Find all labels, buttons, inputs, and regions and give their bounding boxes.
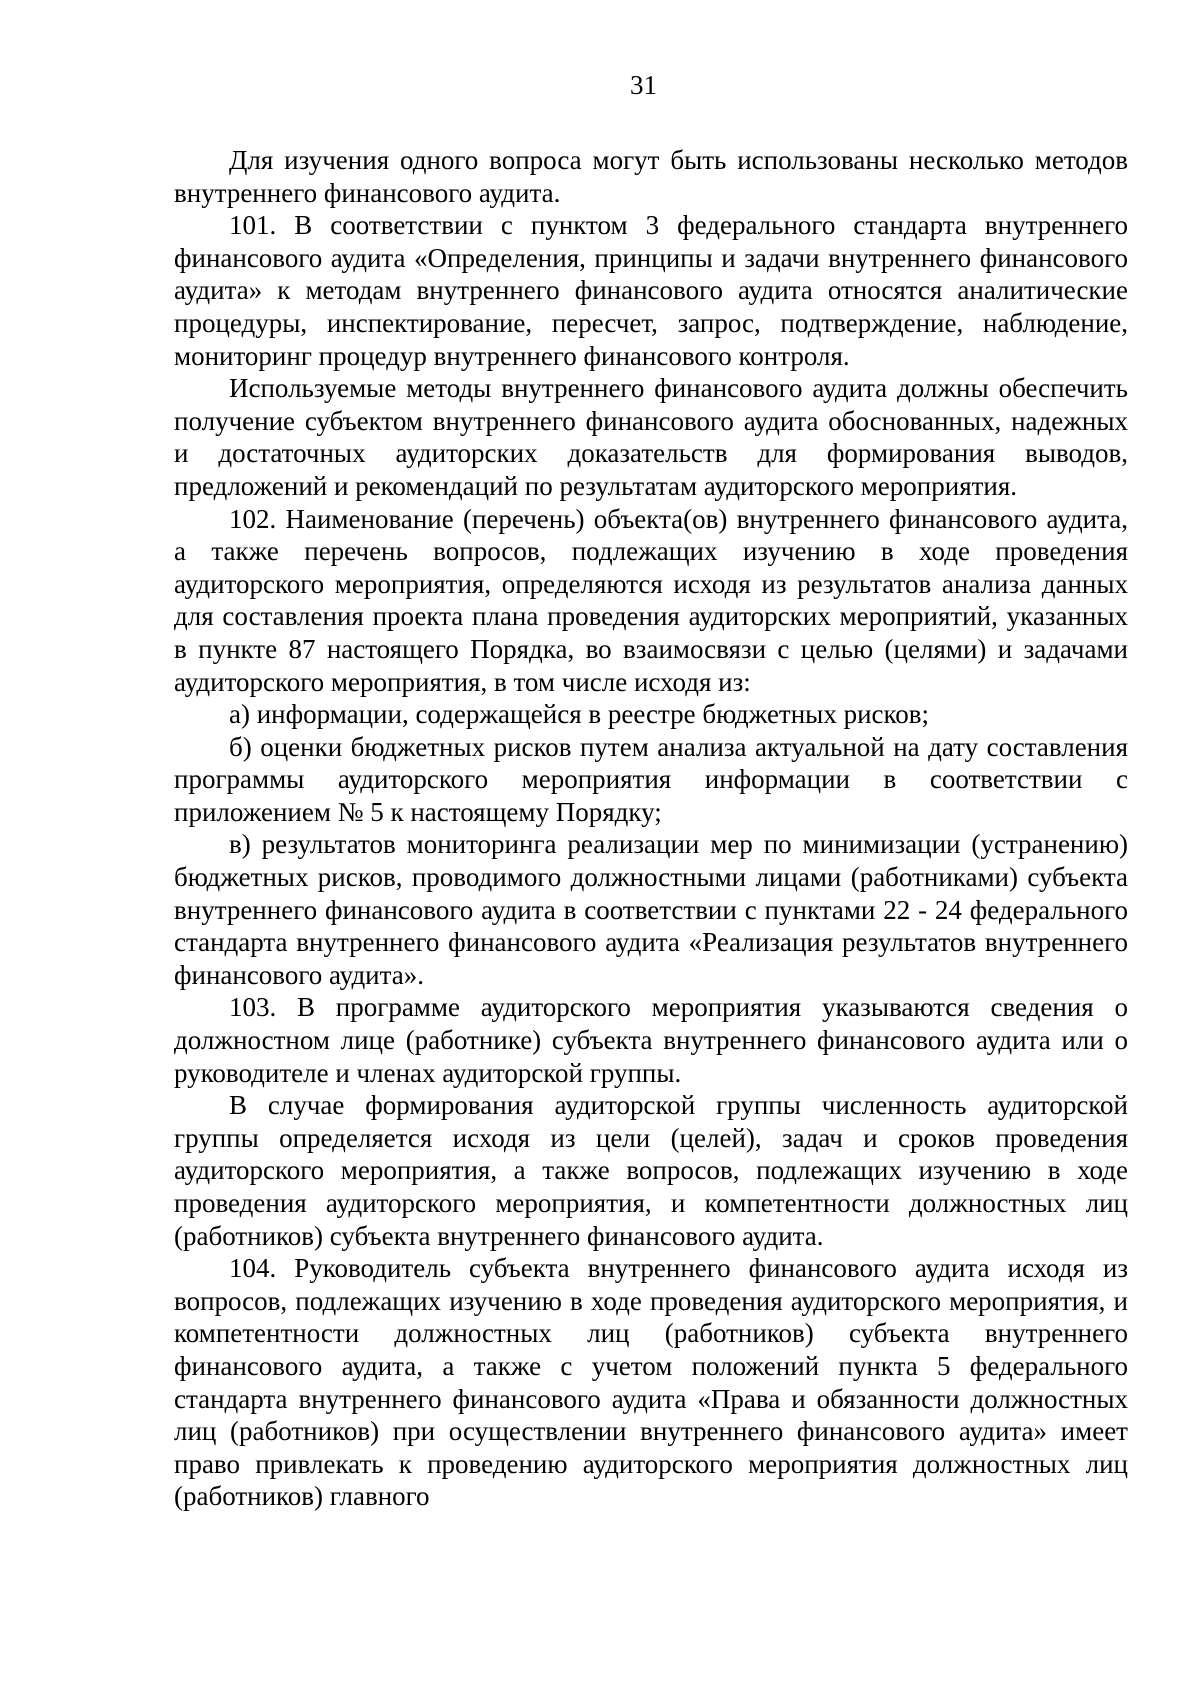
paragraph-104: 104. Руководитель субъекта внутреннего финансового аудита исходя из вопросов, подлежащих изучению в ходе проведения аудиторского мероприятия, и компетентности должностных лиц (работников) субъекта внутреннего финансового аудита, а также с учетом положений пункта 5 федерального стандарта внутреннего финансового аудита «Права и обязанности должностных лиц (работников) при осуществлении внутреннего финансового аудита» имеет право привлекать к проведению аудиторского мероприятия должностных лиц (работников) главного: [174, 1253, 1128, 1512]
page-number: 31: [630, 70, 657, 100]
paragraph-102: 102. Наименование (перечень) объекта(ов) внутреннего финансового аудита, а также перечень вопросов, подлежащих изучению в ходе проведения аудиторского мероприятия, определяются исходя из результатов анализа данных для составления проекта плана проведения аудиторских мероприятий, указанных в пункте 87 настоящего Порядка, во взаимосвязи с целью (целями) и задачами аудиторского мероприятия, в том числе исходя из:: [174, 503, 1128, 697]
paragraph-103: 103. В программе аудиторского мероприятия указываются сведения о должностном лице (работнике) субъекта внутреннего финансового аудита или о руководителе и членах аудиторской группы.: [174, 992, 1128, 1088]
list-item-b: б) оценки бюджетных рисков путем анализа актуальной на дату составления программы аудиторского мероприятия информации в соответствии с приложением № 5 к настоящему Порядку;: [174, 731, 1128, 827]
paragraph-audit-group: В случае формирования аудиторской группы численность аудиторской группы определяется исходя из цели (целей), задач и сроков проведения аудиторского мероприятия, а также вопросов, подлежащих изучению в ходе проведения аудиторского мероприятия, и компетентности должностных лиц (работников) субъекта внутреннего финансового аудита.: [174, 1090, 1128, 1251]
document-body: [174, 144, 1128, 1513]
paragraph-methods-note: Для изучения одного вопроса могут быть использованы несколько методов внутреннего финансового аудита.: [174, 145, 1128, 208]
list-item-v: в) результатов мониторинга реализации мер по минимизации (устранению) бюджетных рисков, проводимого должностными лицами (работниками) субъекта внутреннего финансового аудита в соответствии с пунктами 22 - 24 федерального стандарта внутреннего финансового аудита «Реализация результатов внутреннего финансового аудита».: [174, 829, 1128, 990]
paragraph-101: 101. В соответствии с пунктом 3 федерального стандарта внутреннего финансового аудита «Определения, принципы и задачи внутреннего финансового аудита» к методам внутреннего финансового аудита относятся аналитические процедуры, инспектирование, пересчет, запрос, подтверждение, наблюдение, мониторинг процедур внутреннего финансового контроля.: [174, 210, 1128, 371]
list-item-a: а) информации, содержащейся в реестре бюджетных рисков;: [229, 699, 929, 730]
paragraph-methods-purpose: Используемые методы внутреннего финансового аудита должны обеспечить получение субъектом внутреннего финансового аудита обоснованных, надежных и достаточных аудиторских доказательств для формирования выводов, предложений и рекомендаций по результатам аудиторского мероприятия.: [174, 373, 1128, 501]
